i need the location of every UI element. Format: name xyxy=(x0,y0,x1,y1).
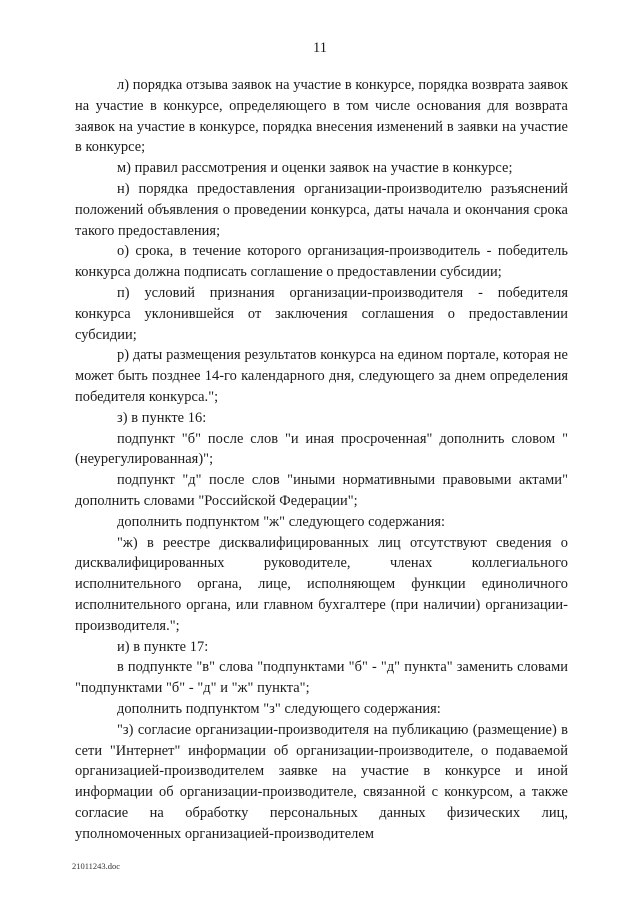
paragraph-i-point-17: и) в пункте 17: xyxy=(117,638,209,655)
paragraph-subpoint-d: подпункт "д" после слов "иными нормативными правовыми актами" дополнить словами "Российской Федерации"; xyxy=(75,472,568,509)
footer-filename: 21011243.doc xyxy=(72,861,121,871)
paragraph-subpoint-v: в подпункте "в" слова "подпунктами "б" - "д" пункта" заменить словами "подпунктами "б" - "д" и "ж" пункта"; xyxy=(75,659,568,697)
page-number: 11 xyxy=(313,40,327,56)
paragraph-l: л) порядка отзыва заявок на участие в конкурсе, порядка возврата заявок на участие в конкурсе, определяющего в том числе основания для возврата заявок на участие в конкурсе, порядка внесения изменений в заявки на участие в конкурсе; xyxy=(75,77,568,156)
paragraph-m: м) правил рассмотрения и оценки заявок на участие в конкурсе; xyxy=(117,160,513,177)
paragraph-o: о) срока, в течение которого организация-производитель - победитель конкурса должна подписать соглашение о предоставлении субсидии; xyxy=(75,243,568,281)
paragraph-add-zh: дополнить подпунктом "ж" следующего содержания: xyxy=(117,513,446,530)
paragraph-z-text: "з) согласие организации-производителя на публикацию (размещение) в сети "Интернет" информации об организации-производителе, о подаваемой организацией-производителем заявке на участие в конкурсе и иной информации об организации-производителе, связанной с конкурсом, а также согласие на обработку персональных данных физических лиц, уполномоченных организацией-производителем xyxy=(75,721,568,842)
paragraph-subpoint-b: подпункт "б" после слов "и иная просроченная" дополнить словом "(неурегулированная)"; xyxy=(75,430,568,468)
paragraph-n: н) порядка предоставления организации-производителю разъяснений положений объявления о проведении конкурса, даты начала и окончания срока такого предоставления; xyxy=(75,180,568,239)
paragraph-z-point-16: з) в пункте 16: xyxy=(117,409,207,426)
paragraph-add-z: дополнить подпунктом "з" следующего содержания: xyxy=(117,700,441,717)
paragraph-p: п) условий признания организации-производителя - победителя конкурса уклонившейся от заключения соглашения о предоставлении субсидии; xyxy=(75,284,568,343)
paragraph-r: р) даты размещения результатов конкурса на едином портале, которая не может быть позднее 14-го календарного дня, следующего за днем определения победителя конкурса."; xyxy=(75,347,568,405)
document-body xyxy=(75,75,568,844)
paragraph-zh-text: "ж) в реестре дисквалифицированных лиц отсутствуют сведения о дисквалифицированных руководителе, членах коллегиального исполнительного органа, лице, исполняющем функции единоличного исполнительного органа, или главном бухгалтере (при наличии) организации-производителя."; xyxy=(75,534,568,634)
